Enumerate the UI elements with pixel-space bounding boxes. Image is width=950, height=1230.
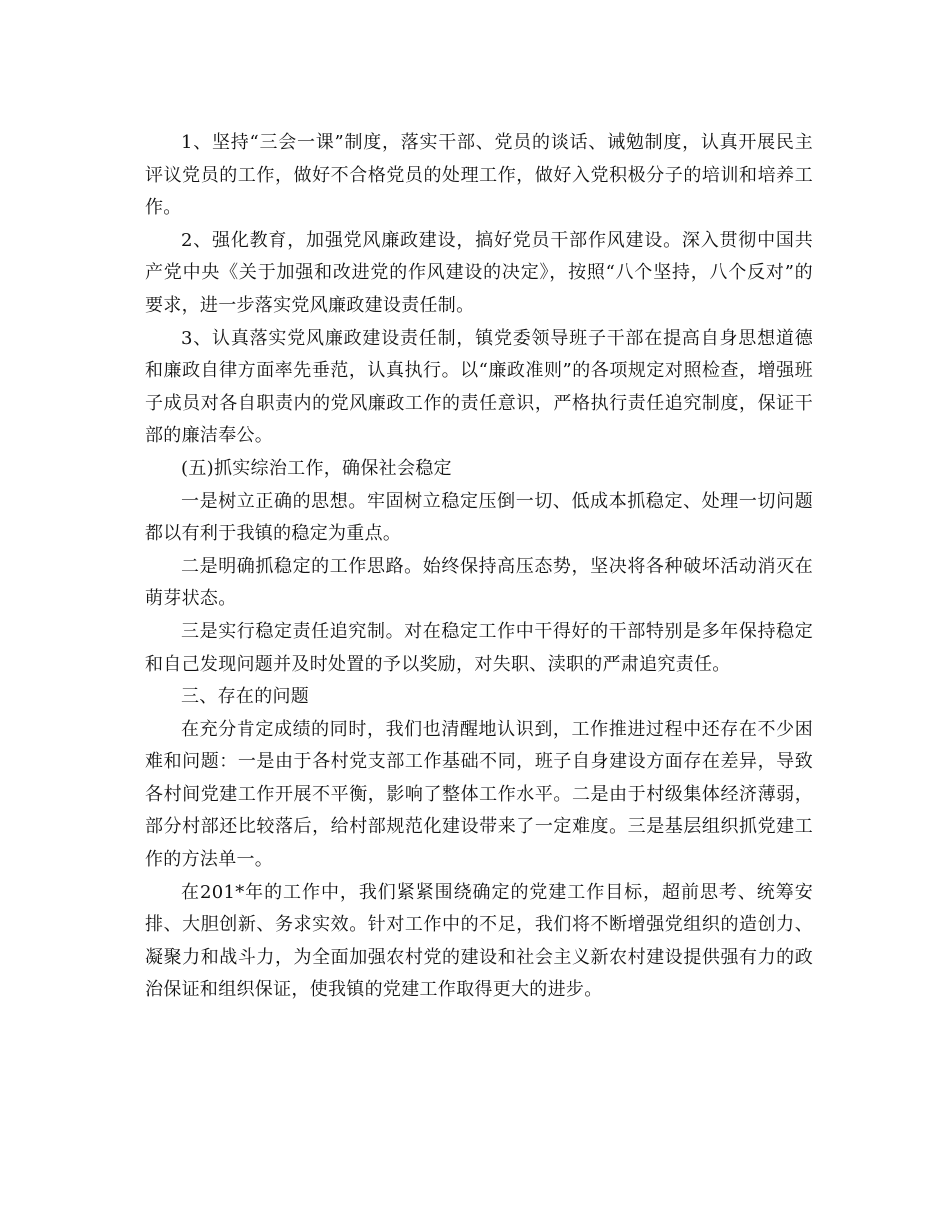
paragraph-4: 一是树立正确的思想。牢固树立稳定压倒一切、低成本抓稳定、处理一切问题都以有利于我镇的稳定为重点。 bbox=[145, 490, 813, 545]
paragraph-8: 在201*年的工作中，我们紧紧围绕确定的党建工作目标，超前思考、统筹安排、大胆创新、务求实效。针对工作中的不足，我们将不断增强党组织的造创力、凝聚力和战斗力，为全面加强农村党的建设和社会主义新农村建设提供强有力的政治保证和组织保证，使我镇的党建工作取得更大的进步。 bbox=[145, 881, 813, 1001]
section-heading-problems: 三、存在的问题 bbox=[181, 686, 310, 708]
paragraph-7: 在充分肯定成绩的同时，我们也清醒地认识到，工作推进过程中还存在不少困难和问题：一是由于各村党支部工作基础不同，班子自身建设方面存在差异，导致各村间党建工作开展不平衡，影响了整体工作水平。二是由于村级集体经济薄弱，部分村部还比较落后，给村部规范化建设带来了一定难度。三是基层组织抓党建工作的方法单一。 bbox=[145, 718, 813, 871]
paragraph-2: 2、强化教育，加强党风廉政建设，搞好党员干部作风建设。深入贯彻中国共产党中央《关于加强和改进党的作风建设的决定》，按照“八个坚持，八个反对”的要求，进一步落实党风廉政建设责任制。 bbox=[145, 229, 813, 316]
paragraph-3: 3、认真落实党风廉政建设责任制，镇党委领导班子干部在提高自身思想道德和廉政自律方面率先垂范，认真执行。以“廉政准则”的各项规定对照检查，增强班子成员对各自职责内的党风廉政工作的责任意识，严格执行责任追究制度，保证干部的廉洁奉公。 bbox=[145, 327, 813, 447]
document-body bbox=[145, 127, 813, 1007]
section-heading-5: (五)抓实综治工作，确保社会稳定 bbox=[181, 457, 452, 479]
paragraph-5: 二是明确抓稳定的工作思路。始终保持高压态势，坚决将各种破坏活动消灭在萌芽状态。 bbox=[145, 555, 813, 610]
paragraph-6: 三是实行稳定责任追究制。对在稳定工作中干得好的干部特别是多年保持稳定和自己发现问题并及时处置的予以奖励，对失职、渎职的严肃追究责任。 bbox=[145, 620, 813, 675]
paragraph-1: 1、坚持“三会一课”制度，落实干部、党员的谈话、诫勉制度，认真开展民主评议党员的工作，做好不合格党员的处理工作，做好入党积极分子的培训和培养工作。 bbox=[145, 132, 813, 219]
